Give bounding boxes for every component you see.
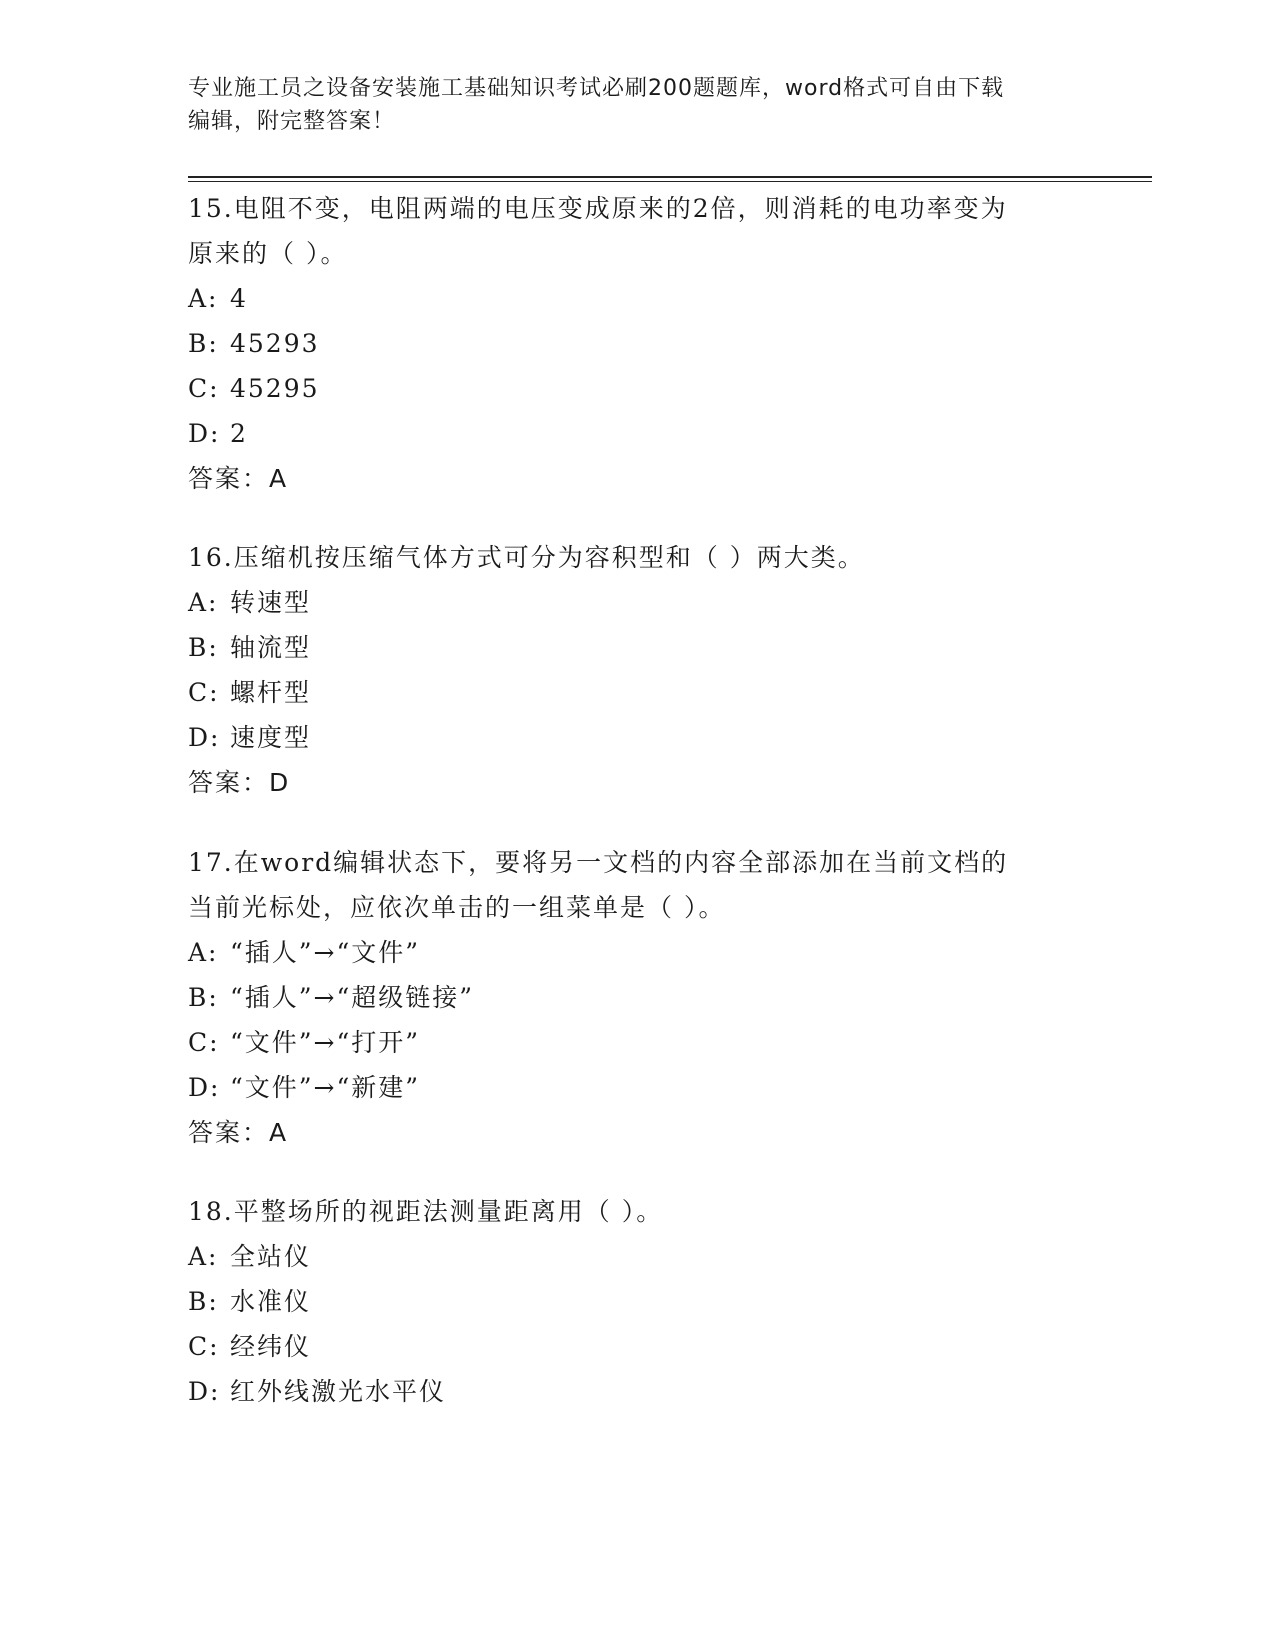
option-letter: C: — [188, 1332, 220, 1361]
question-stem-line-1: 18.平整场所的视距法测量距离用（ ）。 — [188, 1197, 664, 1226]
option-c — [188, 670, 1088, 715]
option-letter: B: — [188, 983, 219, 1012]
option-text: 速度型 — [230, 723, 312, 752]
option-a — [188, 1234, 1088, 1279]
header-divider-thin — [188, 181, 1152, 182]
option-text: 2 — [230, 419, 248, 448]
option-text: 轴流型 — [230, 633, 312, 662]
answer-line: 答案：A — [188, 1118, 289, 1147]
question-stem-line-1: 17.在word编辑状态下，要将另一文档的内容全部添加在当前文档的 — [188, 848, 1009, 877]
option-b — [188, 625, 1088, 670]
option-letter: D: — [188, 419, 221, 448]
option-text: 45295 — [230, 374, 320, 403]
option-b — [188, 975, 1088, 1020]
option-text: “文件”→“打开” — [230, 1028, 421, 1057]
option-text: 45293 — [230, 329, 320, 358]
option-letter: B: — [188, 329, 219, 358]
question-17 — [188, 840, 1088, 1155]
option-letter: D: — [188, 1073, 221, 1102]
question-stem-line-1: 15.电阻不变，电阻两端的电压变成原来的2倍，则消耗的电功率变为 — [188, 194, 1008, 223]
answer-line: 答案：D — [188, 768, 291, 797]
option-a — [188, 276, 1088, 321]
option-text: 螺杆型 — [230, 678, 312, 707]
option-text: “插人”→“超级链接” — [230, 983, 475, 1012]
question-18 — [188, 1189, 1088, 1414]
option-letter: D: — [188, 723, 221, 752]
document-header — [188, 72, 1068, 138]
option-letter: C: — [188, 678, 220, 707]
option-c — [188, 366, 1088, 411]
option-text: 水准仪 — [230, 1287, 312, 1316]
option-d — [188, 411, 1088, 456]
option-letter: A: — [188, 284, 219, 313]
header-title-line-1: 专业施工员之设备安装施工基础知识考试必刷200题题库，word格式可自由下载 — [188, 76, 1005, 101]
option-d — [188, 1369, 1088, 1414]
option-text: 转速型 — [230, 588, 312, 617]
option-letter: B: — [188, 1287, 219, 1316]
question-15 — [188, 186, 1088, 501]
option-text: 全站仪 — [230, 1242, 312, 1271]
option-letter: A: — [188, 1242, 219, 1271]
header-divider-thick — [188, 176, 1152, 178]
answer-line: 答案：A — [188, 464, 289, 493]
option-a — [188, 930, 1088, 975]
option-d — [188, 1065, 1088, 1110]
option-text: 经纬仪 — [230, 1332, 312, 1361]
option-letter: C: — [188, 374, 220, 403]
option-b — [188, 321, 1088, 366]
question-stem-line-2: 原来的（ ）。 — [188, 239, 348, 268]
option-text: 红外线激光水平仪 — [230, 1377, 447, 1406]
option-letter: C: — [188, 1028, 220, 1057]
question-stem-line-2: 当前光标处，应依次单击的一组菜单是（ ）。 — [188, 893, 726, 922]
option-c — [188, 1020, 1088, 1065]
option-a — [188, 580, 1088, 625]
option-d — [188, 715, 1088, 760]
option-c — [188, 1324, 1088, 1369]
question-16 — [188, 535, 1088, 805]
header-title-line-2: 编辑，附完整答案！ — [188, 109, 396, 134]
option-text: 4 — [230, 284, 248, 313]
option-letter: A: — [188, 938, 219, 967]
option-text: “插人”→“文件” — [230, 938, 421, 967]
option-letter: B: — [188, 633, 219, 662]
option-letter: A: — [188, 588, 219, 617]
option-b — [188, 1279, 1088, 1324]
option-text: “文件”→“新建” — [230, 1073, 421, 1102]
option-letter: D: — [188, 1377, 221, 1406]
question-stem-line-1: 16.压缩机按压缩气体方式可分为容积型和（ ）两大类。 — [188, 543, 865, 572]
